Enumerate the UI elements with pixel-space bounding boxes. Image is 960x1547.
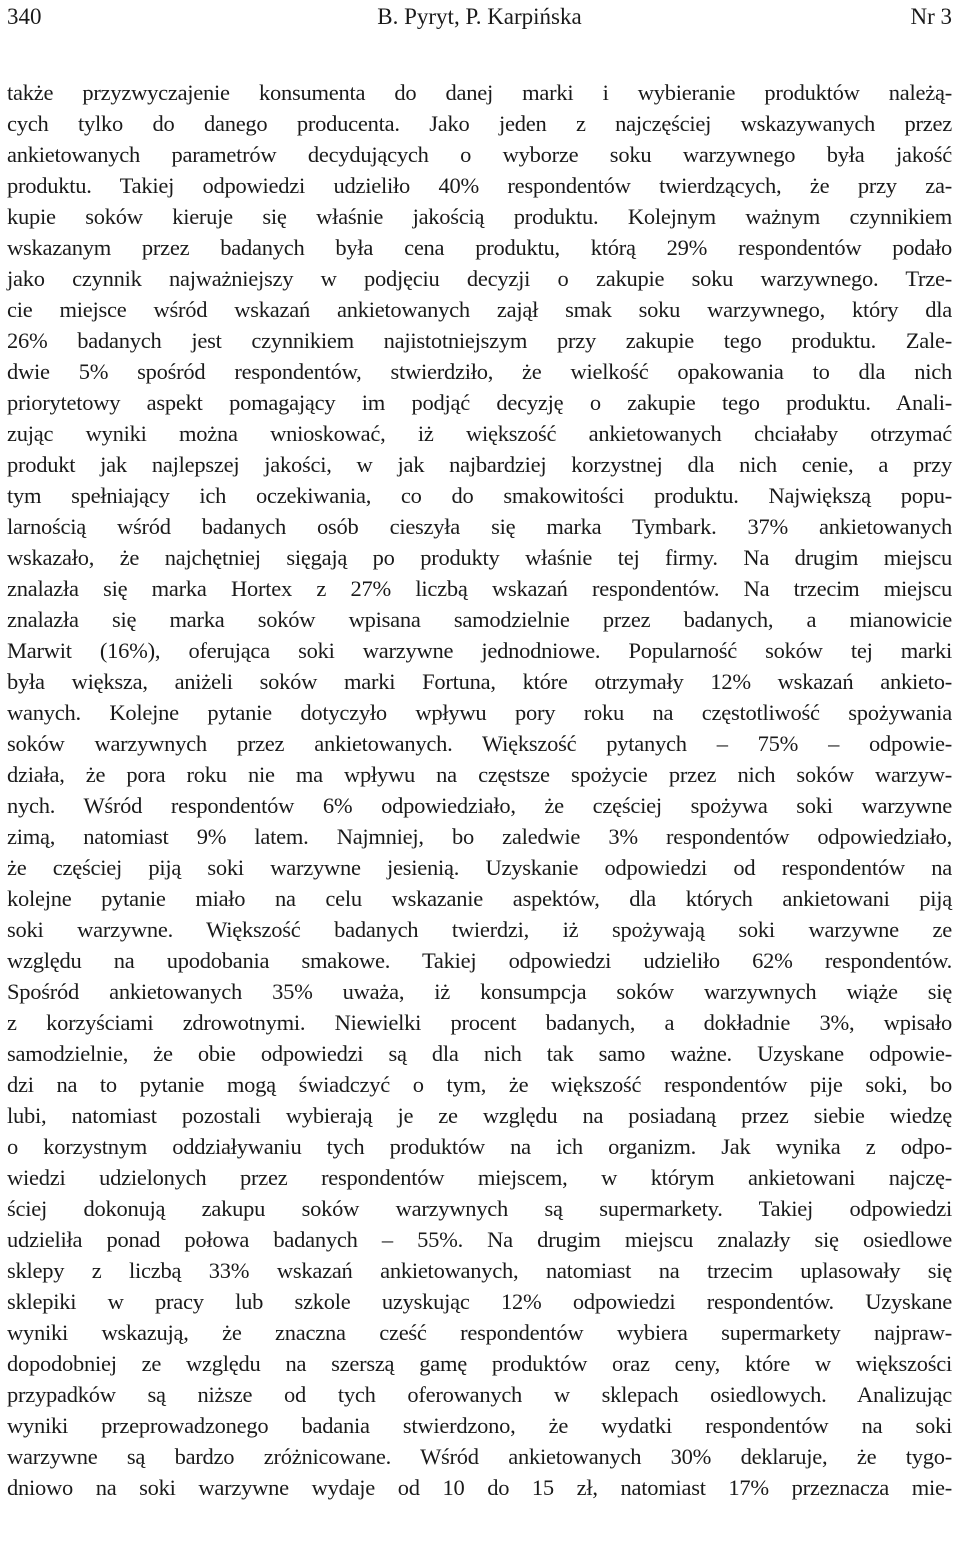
text-line: samodzielnie, że obie odpowiedzi są dla nich tak samo ważne. Uzyskane odpowie- [7, 1041, 952, 1066]
text-line: wyniki przeprowadzonego badania stwierdzono, że wydatki respondentów na soki [7, 1413, 952, 1438]
text-line: względu na upodobania smakowe. Takiej odpowiedzi udzieliło 62% respondentów. [7, 948, 952, 973]
text-line: także przyzwyczajenie konsumenta do danej marki i wybieranie produktów należą- [7, 80, 952, 105]
text-line: warzywne są bardzo zróżnicowane. Wśród ankietowanych 30% deklaruje, że tygo- [7, 1444, 952, 1469]
text-line: wskazanym przez badanych była cena produktu, którą 29% respondentów podało [7, 235, 952, 260]
text-line: działa, że pora roku nie ma wpływu na częstsze spożycie przez nich soków warzyw- [7, 762, 952, 787]
text-line: lubi, natomiast pozostali wybierają je ze względu na posiadaną przez siebie wiedzę [7, 1103, 952, 1128]
text-line: cie miejsce wśród wskazań ankietowanych zajął smak soku warzywnego, który dla [7, 297, 952, 322]
text-line: priorytetowy aspekt pomagający im podjąć decyzję o zakupie tego produktu. Anali- [7, 390, 952, 415]
text-line: wanych. Kolejne pytanie dotyczyło wpływu pory roku na częstotliwość spożywania [7, 700, 952, 725]
page-number: 340 [7, 4, 42, 29]
text-line: Marwit (16%), oferująca soki warzywne jednodniowe. Popularność soków tej marki [7, 638, 952, 663]
text-line: dzi na to pytanie mogą świadczyć o tym, że większość respondentów pije soki, bo [7, 1072, 952, 1097]
text-line: produkt jak najlepszej jakości, w jak najbardziej korzystnej dla nich cenie, a przy [7, 452, 952, 477]
text-line: zując wyniki można wnioskować, iż większość ankietowanych chciałaby otrzymać [7, 421, 952, 446]
text-line: nych. Wśród respondentów 6% odpowiedziało, że częściej spożywa soki warzywne [7, 793, 952, 818]
text-line: dopodobniej ze względu na szerszą gamę produktów oraz ceny, które w większości [7, 1351, 952, 1376]
text-line: sklepy z liczbą 33% wskazań ankietowanych, natomiast na trzecim uplasowały się [7, 1258, 952, 1283]
text-line: Spośród ankietowanych 35% uważa, iż konsumpcja soków warzywnych wiąże się [7, 979, 952, 1004]
text-line: o korzystnym oddziaływaniu tych produktów na ich organizm. Jak wynika z odpo- [7, 1134, 952, 1159]
text-line: larnością wśród badanych osób cieszyła się marka Tymbark. 37% ankietowanych [7, 514, 952, 539]
running-head [7, 2, 952, 32]
text-line: dniowo na soki warzywne wydaje od 10 do 15 zł, natomiast 17% przeznacza mie- [7, 1475, 952, 1500]
running-head-authors: B. Pyryt, P. Karpińska [377, 4, 582, 29]
text-line: wiedzi udzielonych przez respondentów miejscem, w którym ankietowani najczę- [7, 1165, 952, 1190]
text-line: produktu. Takiej odpowiedzi udzieliło 40% respondentów twierdzących, że przy za- [7, 173, 952, 198]
text-line: kupie soków kieruje się właśnie jakością produktu. Kolejnym ważnym czynnikiem [7, 204, 952, 229]
text-line: z korzyściami zdrowotnymi. Niewielki procent badanych, a dokładnie 3%, wpisało [7, 1010, 952, 1035]
text-line: soki warzywne. Większość badanych twierdzi, iż spożywają soki warzywne ze [7, 917, 952, 942]
text-line: udzieliła ponad połowa badanych – 55%. Na drugim miejscu znalazły się osiedlowe [7, 1227, 952, 1252]
text-line: kolejne pytanie miało na celu wskazanie aspektów, dla których ankietowani piją [7, 886, 952, 911]
issue-number: Nr 3 [910, 4, 952, 29]
text-line: ściej dokonują zakupu soków warzywnych są supermarkety. Takiej odpowiedzi [7, 1196, 952, 1221]
text-line: wyniki wskazują, że znaczna cześć respondentów wybiera supermarkety najpraw- [7, 1320, 952, 1345]
text-line: sklepiki w pracy lub szkole uzyskując 12% odpowiedzi respondentów. Uzyskane [7, 1289, 952, 1314]
body-paragraph [7, 77, 952, 1503]
text-line: jako czynnik najważniejszy w podjęciu decyzji o zakupie soku warzywnego. Trze- [7, 266, 952, 291]
text-line: 26% badanych jest czynnikiem najistotniejszym przy zakupie tego produktu. Zale- [7, 328, 952, 353]
text-line: była większa, aniżeli soków marki Fortuna, które otrzymały 12% wskazań ankieto- [7, 669, 952, 694]
text-line: dwie 5% spośród respondentów, stwierdziło, że wielkość opakowania to dla nich [7, 359, 952, 384]
text-line: znalazła się marka soków wpisana samodzielnie przez badanych, a mianowicie [7, 607, 952, 632]
text-line: przypadków są niższe od tych oferowanych w sklepach osiedlowych. Analizując [7, 1382, 952, 1407]
text-line: wskazało, że najchętniej sięgają po produkty właśnie tej firmy. Na drugim miejscu [7, 545, 952, 570]
text-line: ankietowanych parametrów decydujących o wyborze soku warzywnego była jakość [7, 142, 952, 167]
text-line: znalazła się marka Hortex z 27% liczbą wskazań respondentów. Na trzecim miejscu [7, 576, 952, 601]
text-line: że częściej piją soki warzywne jesienią. Uzyskanie odpowiedzi od respondentów na [7, 855, 952, 880]
text-line: soków warzywnych przez ankietowanych. Większość pytanych – 75% – odpowie- [7, 731, 952, 756]
text-line: cych tylko do danego producenta. Jako jeden z najczęściej wskazywanych przez [7, 111, 952, 136]
text-line: zimą, natomiast 9% latem. Najmniej, bo zaledwie 3% respondentów odpowiedziało, [7, 824, 952, 849]
text-line: tym spełniający ich oczekiwania, co do smakowitości produktu. Największą popu- [7, 483, 952, 508]
